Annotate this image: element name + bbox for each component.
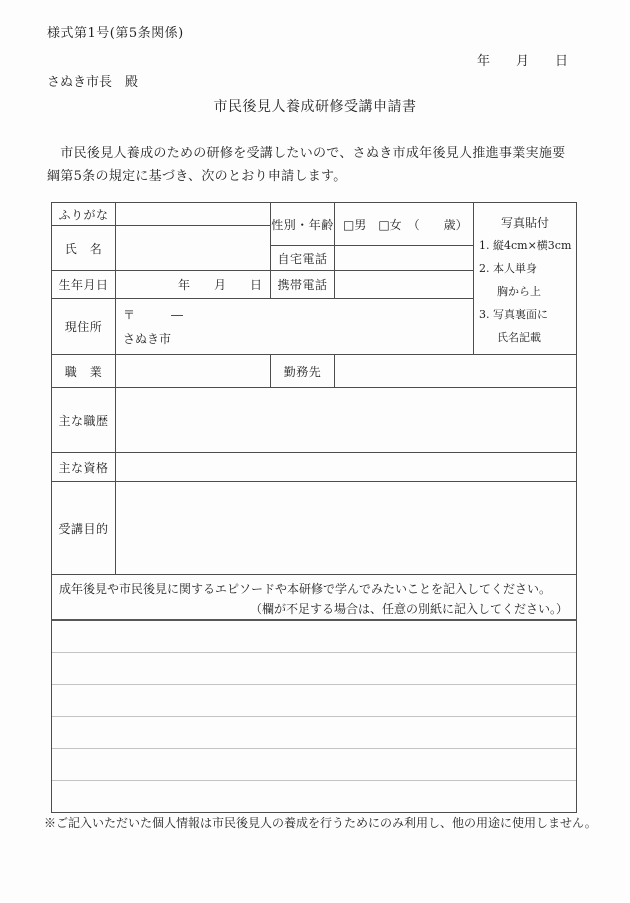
essay-prompt-line-1: 成年後見や市民後見に関するエピソードや本研修で学んでみたいことを記入してください。	[59, 582, 552, 596]
address-input-cell	[116, 299, 474, 355]
privacy-note: ※ご記入いただいた個人情報は市民後見人の養成を行うためにのみ利用し、他の用途に使用しません。	[44, 816, 597, 830]
postal-code-line: 〒 ―	[123, 307, 184, 322]
qualifications-label: 主な資格	[52, 453, 116, 482]
document-title: 市民後見人養成研修受講申請書	[213, 99, 417, 115]
birth-date-label: 生年月日	[52, 271, 116, 299]
birth-date-value: 年 月 日	[116, 271, 271, 299]
essay-blank-row-4	[52, 716, 577, 748]
home-phone-label: 自宅電話	[271, 246, 335, 271]
purpose-input-cell	[116, 482, 577, 575]
photo-title: 写真貼付	[500, 215, 549, 230]
mobile-phone-label: 携帯電話	[271, 271, 335, 299]
essay-writing-line-4	[52, 716, 577, 748]
photo-note-back: 3. 写真裏面に	[479, 307, 548, 321]
row-career	[52, 388, 577, 453]
furigana-input-cell	[116, 203, 271, 226]
row-purpose	[52, 482, 577, 575]
purpose-label: 受講目的	[52, 482, 116, 575]
occupation-label: 職 業	[52, 355, 116, 388]
essay-blank-row-5	[52, 748, 577, 780]
mobile-phone-input-cell	[335, 271, 474, 299]
essay-blank-row-6	[52, 780, 577, 812]
gender-age-options: □男 □女 （ 歳）	[335, 203, 474, 246]
photo-note-subject: 2. 本人単身	[479, 261, 537, 275]
essay-prompt-cell	[52, 575, 577, 621]
photo-note-subject-2: 胸から上	[497, 284, 541, 298]
application-form-table	[51, 202, 577, 813]
row-furigana	[52, 203, 577, 226]
home-phone-input-cell	[335, 246, 474, 271]
career-input-cell	[116, 388, 577, 453]
essay-blank-row-3	[52, 684, 577, 716]
essay-blank-row-2	[52, 652, 577, 684]
row-qualifications	[52, 453, 577, 482]
intro-line-1: 市民後見人養成のための研修を受講したいので、さぬき市成年後見人推進事業実施要	[47, 146, 566, 161]
gender-age-label: 性別・年齢	[271, 203, 335, 246]
essay-writing-line-3	[52, 684, 577, 716]
photo-note-size: 1. 縦4cm×横3cm	[479, 238, 572, 252]
row-essay-prompt	[52, 575, 577, 621]
essay-writing-line-2	[52, 652, 577, 684]
row-occupation	[52, 355, 577, 388]
date-line: 年 月 日	[476, 54, 568, 69]
address-label: 現住所	[52, 299, 116, 355]
form-number: 様式第1号(第5条関係)	[47, 26, 184, 41]
essay-writing-line-1	[52, 620, 577, 652]
photo-note-back-2: 氏名記載	[497, 330, 541, 344]
addressee: さぬき市長 殿	[47, 75, 139, 90]
name-input-cell	[116, 226, 271, 271]
essay-blank-row-1	[52, 620, 577, 652]
city-line: さぬき市	[123, 331, 172, 346]
photo-attachment-cell	[474, 203, 577, 355]
essay-writing-line-6	[52, 780, 577, 812]
occupation-input-cell	[116, 355, 271, 388]
career-label: 主な職歴	[52, 388, 116, 453]
workplace-input-cell	[335, 355, 577, 388]
workplace-label: 勤務先	[271, 355, 335, 388]
essay-writing-line-5	[52, 748, 577, 780]
intro-line-2: 綱第5条の規定に基づき、次のとおり申請します。	[47, 169, 347, 184]
name-label: 氏 名	[52, 226, 116, 271]
qualifications-input-cell	[116, 453, 577, 482]
furigana-label: ふりがな	[52, 203, 116, 226]
intro-paragraph	[47, 142, 583, 188]
essay-prompt-line-2: （欄が不足する場合は、任意の別紙に記入してください。）	[249, 602, 568, 616]
